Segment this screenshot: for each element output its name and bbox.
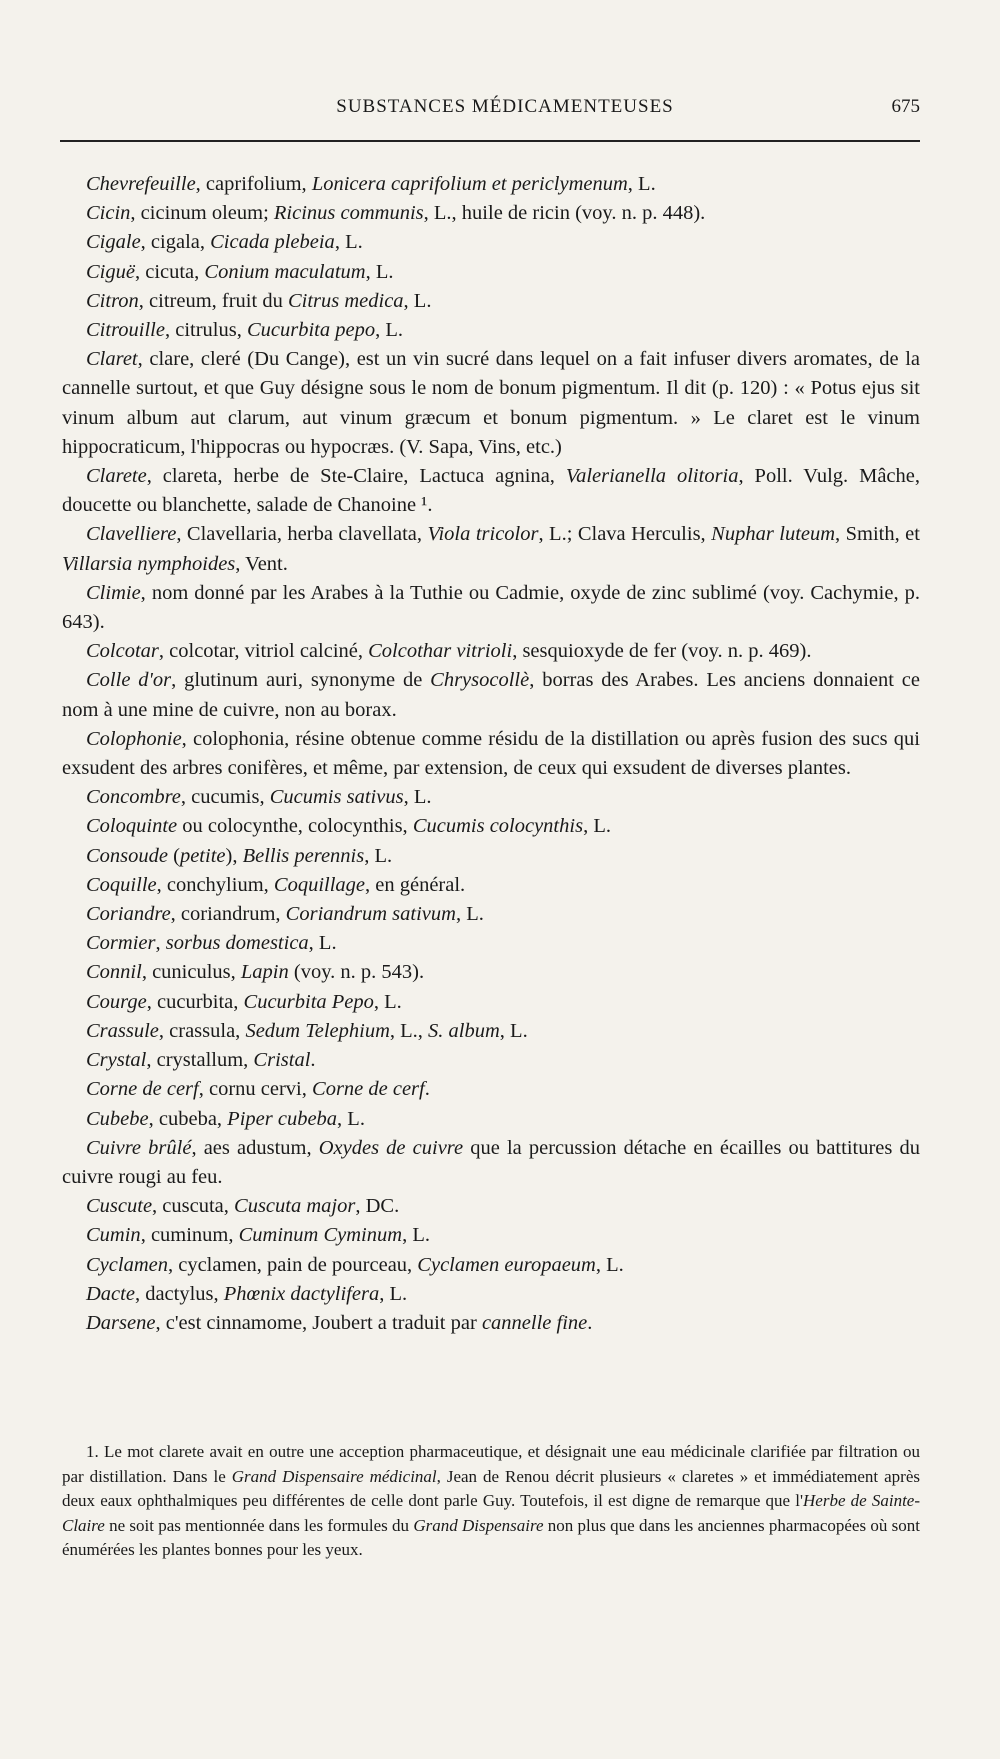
footnote [62,1440,920,1563]
entry-term: Corne de cerf [312,1078,425,1101]
entry-text: , DC. [355,1195,400,1218]
entry-term: Cumin [86,1224,141,1247]
entry [62,579,920,637]
entry-term: Bellis perennis [242,844,365,867]
entry-text: , Smith, et [835,523,920,546]
entry-term: Concombre [86,786,181,809]
footnote-segment: ne soit pas mentionnée dans les formules du [104,1515,414,1535]
entry-term: Cucurbita pepo [246,319,376,342]
entry-text: , Clavellaria, herba clavellata, [176,523,428,546]
entry-term: Coriandre [86,903,171,926]
entry-term: Viola tricolor [427,523,539,546]
entry-text: , L. [499,1019,528,1042]
entry [62,1309,920,1338]
entry-term: Oxydes de cuivre [318,1136,464,1159]
entry-term: Cyclamen europaeum [417,1253,596,1276]
entry [62,1192,920,1221]
entry-term: Clarete [86,465,147,488]
entry-text: , L. [379,1282,408,1305]
entry [62,1221,920,1250]
entry-text: , cyclamen, pain de pourceau, [167,1253,418,1276]
entry-text: , crystallum, [146,1049,254,1072]
entry-text: . [424,1078,430,1101]
entry-term: Crassule [86,1019,159,1042]
entry-text: , cicuta, [134,260,205,283]
entry-term: Cicada plebeia [210,231,335,254]
entry-text: , cigala, [140,231,211,254]
entry-term: Coloquinte [86,815,178,838]
entry-text: , cicinum oleum; [130,202,274,225]
entry [62,958,920,987]
entry-text: , [155,932,166,955]
entry-term: Lonicera caprifolium et periclymenum [311,173,628,195]
entry-text: , cuminum, [140,1224,239,1247]
entry-term: Climie [86,581,141,604]
entry-term: Cuivre brûlé [86,1136,192,1159]
footnote-segment: Grand Dispensaire [413,1515,544,1535]
entry [62,170,920,199]
entry [62,1280,920,1309]
entry-text: , L., [389,1019,429,1042]
entry-text: , L. [583,815,611,838]
entry-term: Cicin [86,202,131,225]
entry [62,1105,920,1134]
page-header [90,96,920,132]
entry-term: Corne de cerf [86,1078,199,1101]
entry-term: Claret [86,348,138,371]
entry-term: Coquille [86,873,157,896]
entry-text: , colophonia, résine obtenue comme résidu de la distillation ou après fusion des sucs qui exsudent des arbres conifères, et même, par extension, de ceux qui exsudent de diverses plantes. [62,727,920,780]
entry [62,199,920,228]
entry-term: petite [179,844,226,867]
entry-text: . [587,1311,593,1334]
entry-term: Citrus medica [287,289,404,312]
entry-term: Crystal [86,1049,147,1072]
entry-term: Cucumis sativus [269,786,404,809]
entry-term: Ciguë [86,260,135,283]
entry-term: Colcotar [86,640,159,663]
entry-text: , borras des Arabes. Les anciens donnaient ce nom à une mine de cuivre, non au borax. [62,669,920,721]
entry-text: , L. [373,990,402,1013]
entry-text: , aes adustum, [191,1136,319,1159]
entry-text: (voy. n. p. 543). [288,961,425,984]
entry-term: Cyclamen [86,1253,168,1276]
footnote-segment: Herbe de Sainte-Claire [62,1491,920,1535]
entry-term: Valerianella olitoria [565,465,739,488]
entry [62,345,920,462]
entry-term: Citron [86,289,139,312]
entry-text: , L. [337,1107,365,1130]
entry-text: , L. [403,289,432,312]
entry-term: Cucumis colocynthis [412,815,584,838]
entry [62,988,920,1017]
entry-text: , clareta, herbe de Ste-Claire, Lactuca agnina, [146,465,566,488]
entry-text: , L. [364,844,393,867]
entry-text: , L. [365,260,394,283]
entry-term: Cucurbita Pepo [243,990,374,1013]
entry-text: , caprifolium, [195,173,312,195]
entry-text: , Vent. [235,552,288,575]
entry-text: , Poll. Vulg. Mâche, doucette ou blanchette, salade de Chanoine ¹. [62,465,921,517]
entry-text: , glutinum auri, synonyme de [171,669,431,692]
entry-text: , coriandrum, [170,903,286,926]
entry [62,1134,920,1192]
entry [62,725,920,783]
entry [62,871,920,900]
entry-term: cannelle fine [481,1311,588,1334]
entry-text: , dactylus, [134,1282,224,1305]
entry [62,929,920,958]
entry-text: , citreum, fruit du [138,289,288,312]
entry-term: Phœnix dactylifera [223,1282,380,1305]
entry [62,900,920,929]
footnote-segment: Grand Dispensaire médicinal [231,1466,437,1486]
entry-term: Conium maculatum [204,260,366,283]
entry [62,228,920,257]
entry [62,258,920,287]
entry-text: , cornu cervi, [198,1078,313,1101]
entry [62,462,920,520]
entry-term: Courge [86,990,147,1013]
entry [62,812,920,841]
footnotes [62,1440,920,1563]
entry-term: Colcothar vitrioli [368,640,513,663]
entry [62,666,920,724]
entry-term: Coquillage [273,873,366,896]
entry [62,287,920,316]
header-rule [60,140,920,142]
entry [62,637,920,666]
entry [62,1251,920,1280]
entry-term: Sedum Telephium [245,1019,390,1042]
entry-term: Nuphar luteum [711,523,836,546]
entry-term: Cuscute [86,1195,153,1218]
entries-list [62,170,920,1338]
entry-text: , L. [595,1253,624,1276]
entry-term: Clavelliere [86,523,177,546]
entry-text: , L.; Clava Herculis, [538,523,712,546]
entry-text: ( [168,844,180,867]
entry-term: sorbus domestica [165,932,309,955]
entry-term: Consoude [86,844,168,867]
running-title: SUBSTANCES MÉDICAMENTEUSES [336,96,674,117]
entry-text: , nom donné par les Arabes à la Tuthie ou Cadmie, oxyde de zinc sublimé (voy. Cachymie, p. 643). [62,581,920,634]
entry-text: , cucumis, [180,786,270,809]
entry-text: ), [225,844,243,867]
entry-term: Cubebe [86,1107,149,1130]
entry-text: , L., huile de ricin (voy. n. p. 448). [423,202,706,225]
entry-text: , cuscuta, [152,1195,235,1218]
footnote-segment: non plus que dans les anciennes pharmacopées où sont énumérées les plantes bonnes pour les yeux. [62,1515,920,1559]
entry-text: , L. [308,932,337,955]
entry-term: Colophonie [86,727,182,750]
entry-term: Villarsia nymphoides [62,552,236,575]
entry-term: Chrysocollè [430,669,530,692]
entry-term: Chevrefeuille [86,173,196,195]
entry-text: , cubeba, [148,1107,228,1130]
entry-text: , L. [334,231,363,254]
entry-text: , sesquioxyde de fer (voy. n. p. 469). [512,640,812,663]
page-number: 675 [891,96,920,117]
entry-term: Connil [86,961,142,984]
footnote-segment: , Jean de Renou décrit plusieurs « claretes » et immédiatement après deux eaux ophthalmiques peu différentes de celle dont parle Guy. Toutefois, il est digne de remarque que l' [62,1466,920,1510]
entry-term: Colle d'or [86,669,172,692]
entry-term: Piper cubeba [227,1107,338,1130]
entry-text: , colcotar, vitriol calciné, [158,640,369,663]
entry-text: , L. [402,1224,430,1247]
entry-term: Lapin [240,961,289,984]
entry-text: , citrulus, [164,319,247,342]
entry-term: Cuminum Cyminum [238,1224,403,1247]
entry-term: Ricinus communis [273,202,424,225]
entry-text: , L. [455,903,484,926]
entry [62,520,920,578]
entry [62,842,920,871]
entry-term: Cormier [86,932,156,955]
entry [62,316,920,345]
footnote-segment: 1. Le mot clarete avait en outre une acception pharmaceutique, et désignait une eau médicinale clarifiée par filtration ou par distillation. Dans le [62,1442,920,1486]
entry-text: , conchylium, [156,873,274,896]
entry-text: , L. [403,786,432,809]
entry [62,1017,920,1046]
entry-text: , cuniculus, [141,961,241,984]
entry [62,783,920,812]
entry-term: Darsene [86,1311,156,1334]
entry-term: S. album [428,1019,500,1042]
entry-text: , c'est cinnamome, Joubert a traduit par [155,1311,482,1334]
entry-term: Citrouille [86,319,165,342]
entry-text: , crassula, [158,1019,246,1042]
entry [62,1075,920,1104]
entry-text: ou colocynthe, colocynthis, [177,815,413,838]
entry-text: , cucurbita, [146,990,244,1013]
entry-text: . [310,1049,316,1072]
entry-term: Cigale [86,231,141,254]
entry-term: Coriandrum sativum [285,903,456,926]
entry-text: , clare, cleré (Du Cange), est un vin sucré dans lequel on a fait infuser divers aromates, de la cannelle surtout, et que Guy désigne sous le nom de bonum pigmentum. Il dit (p. 120) : « Potus ejus sit vinum album aut clarum, aut vinum græcum et bonum pigmentum. » Le claret est le vinum hippocraticum, l'hippocras ou hypocræs. (V. Sapa, Vins, etc.) [62,348,920,458]
entry-term: Cristal [253,1049,311,1072]
entry-text: , en général. [365,873,466,896]
entry-term: Cuscuta major [234,1195,356,1218]
entry-text: , L. [627,173,656,195]
entry-text: que la percussion détache en écailles ou battitures du cuivre rougi au feu. [62,1136,920,1188]
entry-term: Dacte [86,1282,135,1305]
entry [62,1046,920,1075]
entry-text: , L. [375,319,403,342]
